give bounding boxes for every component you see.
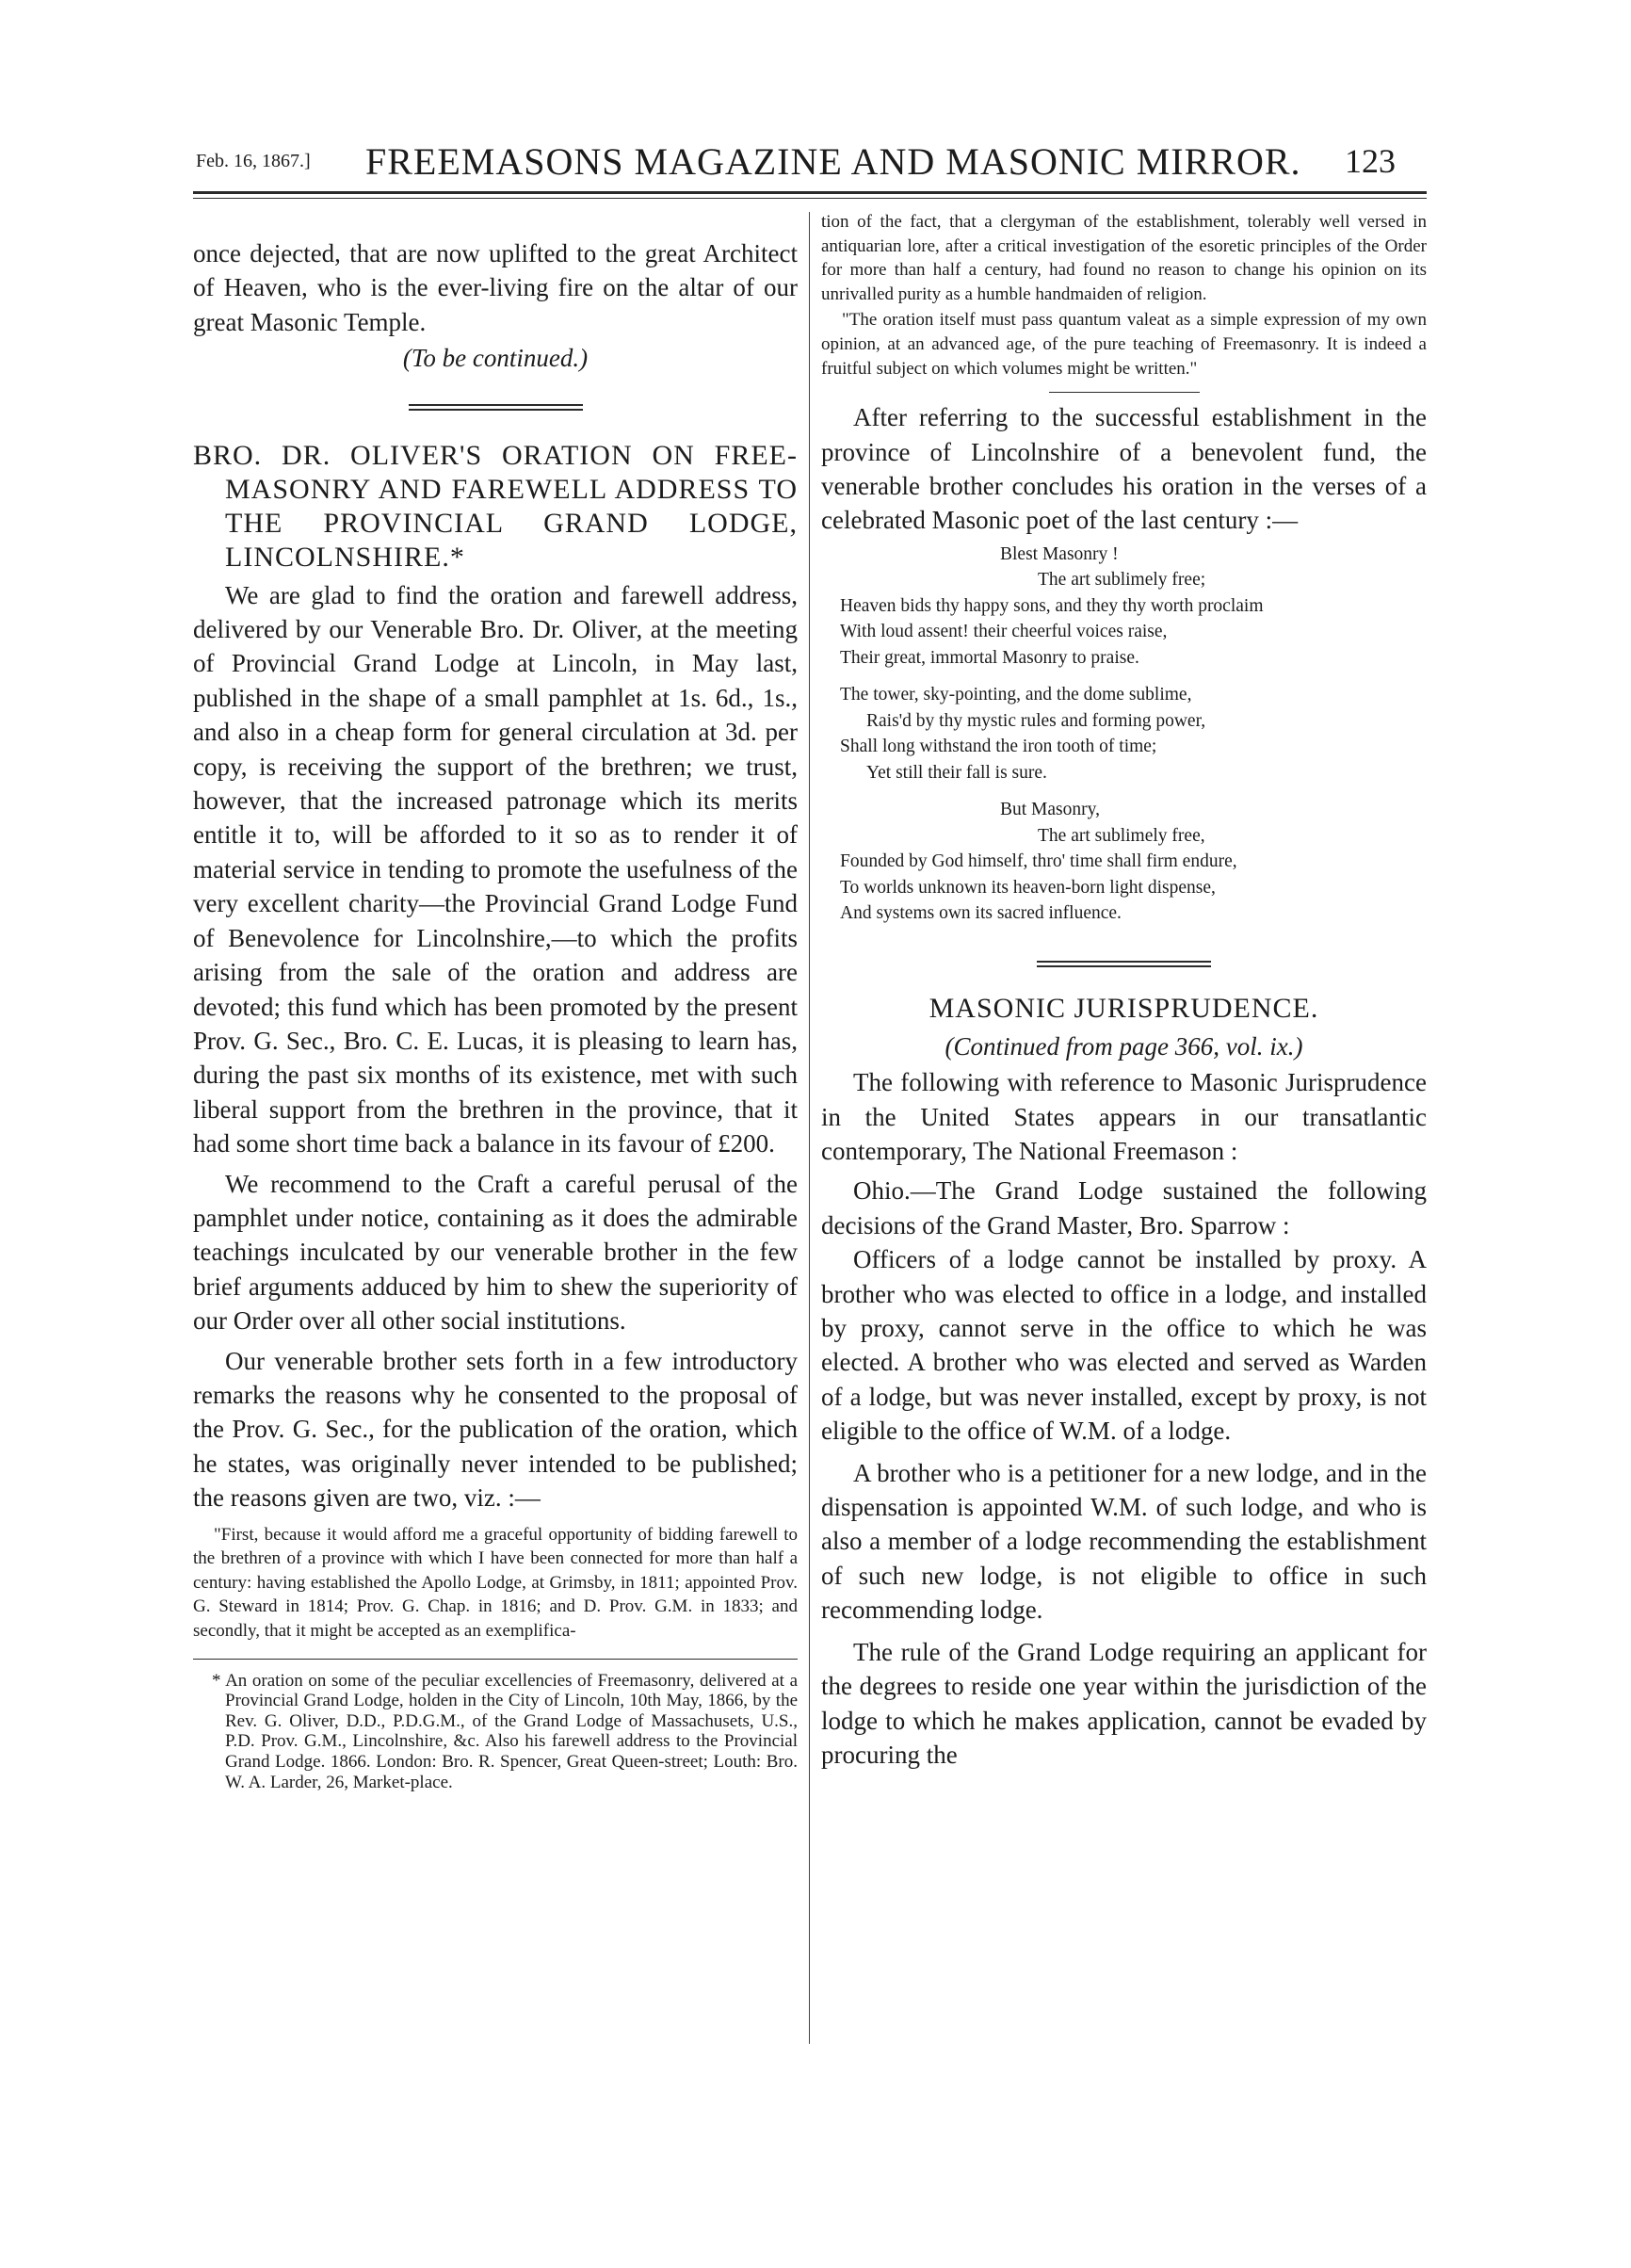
article-paragraph: We are glad to find the oration and farewell address, delivered by our Venerable Bro. Dr. Oliver, at the meeting of Provincial Grand Lodge at Lincoln, in May last, published in the shape of a small pamphlet at 1s. 6d., 1s., and also in a cheap form for general circulation at 3d. per copy, is receiving the support of the brethren; we trust, however, that the increased patronage which its merits entitle it to, will be afforded to it so as to render it of material service in tending to promote the usefulness of the very excellent charity—the Provincial Grand Lodge Fund of Benevolence for Lincolnshire,—to which the profits arising from the sale of the oration and address are devoted; this fund which has been promoted by the present Prov. G. Sec., Bro. C. E. Lucas, it is pleasing to learn has, during the past six months of its existence, met with such liberal support from the brethren in the province, that it had some short time back a balance in its favour of £200. (193, 580, 798, 1158)
to-be-continued: (To be continued.) (402, 344, 589, 373)
poem-line: Their great, immortal Masonry to praise. (840, 647, 1139, 668)
header-rule-thin (193, 198, 1427, 199)
article-paragraph: Officers of a lodge cannot be installed by proxy. A brother who was elected to office in a lodge, and installed by proxy, cannot serve in the office to which he was elected. A brother who was elected and served as Warden of a lodge, but was never installed, except by proxy, is not eligible to the office of W.M. of a lodge. (821, 1245, 1427, 1446)
section-separator (1037, 961, 1211, 967)
poem-line: And systems own its sacred influence. (840, 903, 1122, 924)
article-paragraph: Ohio.—The Grand Lodge sustained the following decisions of the Grand Master, Bro. Sparrow : (821, 1176, 1427, 1239)
article-paragraph: After referring to the successful establishment in the province of Lincolnshire of a benevolent fund, the venerable brother concludes his oration in the verses of a celebrated Masonic poet of the last century :— (821, 403, 1427, 535)
poem-line: To worlds unknown its heaven-born light dispense, (840, 877, 1216, 898)
short-rule (1049, 392, 1200, 393)
poem-line: The art sublimely free, (1038, 825, 1205, 846)
section-separator (409, 404, 583, 411)
poem-line: Yet still their fall is sure. (866, 762, 1047, 783)
right-column (821, 202, 1427, 1772)
poem-line: Rais'd by thy mystic rules and forming power, (866, 710, 1206, 731)
poem (821, 542, 1427, 927)
column-divider (809, 212, 810, 2044)
footnote-rule (193, 1659, 798, 1660)
section-subtitle: (Continued from page 366, vol. ix.) (945, 1031, 1303, 1061)
footnote: * An oration on some of the peculiar excellencies of Freemasonry, delivered at a Provincial Grand Lodge, holden in the City of Lincoln, 10th May, 1866, by the Rev. G. Oliver, D.D., P.D.G.M., of the Grand Lodge of Massachusets, U.S., P.D. Prov. G.M., Lincolnshire, &c. Also his farewell address to the Provincial Grand Lodge. 1866. London: Bro. R. Spencer, Great Queen-street; Louth: Bro. W. A. Larder, 26, Market-place. (212, 1670, 798, 1792)
article-title: BRO. DR. OLIVER'S ORATION ON FREE-MASONRY AND FAREWELL ADDRESS TO THE PROVINCIAL GRAND LODGE, LINCOLNSHIRE.* (193, 439, 798, 573)
poem-line: The art sublimely free; (1038, 570, 1206, 591)
left-column (193, 202, 798, 1792)
poem-line: With loud assent! their cheerful voices raise, (840, 622, 1168, 642)
page-number: 123 (1345, 142, 1396, 180)
section-title: MASONIC JURISPRUDENCE. (929, 992, 1319, 1024)
poem-line: Founded by God himself, thro' time shall firm endure, (840, 851, 1237, 872)
continued-paragraph: once dejected, that are now uplifted to the great Architect of Heaven, who is the ever-living fire on the altar of our great Masonic Temple. (193, 239, 798, 336)
poem-line: The tower, sky-pointing, and the dome sublime, (840, 685, 1192, 705)
article-paragraph: A brother who is a petitioner for a new lodge, and in the dispensation is appointed W.M. of such lodge, and who is also a member of a lodge recommending the establishment of such new lodge, is not eligible to office in such recommending lodge. (821, 1458, 1427, 1625)
header-title: FREEMASONS MAGAZINE AND MASONIC MIRROR. (365, 140, 1301, 183)
block-quote: "The oration itself must pass quantum valeat as a simple expression of my own opinion, at an advanced age, of the pure teaching of Freemasonry. It is indeed a fruitful subject on which volumes might be written." (821, 310, 1427, 379)
article-paragraph: The rule of the Grand Lodge requiring an applicant for the degrees to reside one year within the jurisdiction of the lodge to which he makes application, cannot be evaded by procuring the (821, 1637, 1427, 1769)
article-paragraph: The following with reference to Masonic Jurisprudence in the United States appears in our transatlantic contemporary, The National Freemason : (821, 1068, 1427, 1165)
article-paragraph: Our venerable brother sets forth in a few introductory remarks the reasons why he consented to the proposal of the Prov. G. Sec., for the publication of the oration, which he states, was originally never intended to be published; the reasons given are two, viz. :— (193, 1346, 798, 1513)
block-quote-continued: tion of the fact, that a clergyman of the establishment, tolerably well versed in antiquarian lore, after a critical investigation of the esoretic principles of the Order for more than half a century, had found no reason to change his opinion on its unrivalled purity as a humble handmaiden of religion. (821, 212, 1427, 304)
block-quote: "First, because it would afford me a graceful opportunity of bidding farewell to the brethren of a province with which I have been connected for more than half a century: having established the Apollo Lodge, at Grimsby, in 1811; appointed Prov. G. Steward in 1814; Prov. G. Chap. in 1816; and D. Prov. G.M. in 1833; and secondly, that it might be accepted as an exemplifica- (193, 1524, 798, 1641)
poem-line: Blest Masonry ! (1000, 543, 1119, 564)
poem-line: Heaven bids thy happy sons, and they thy worth proclaim (840, 595, 1264, 616)
poem-line: Shall long withstand the iron tooth of time; (840, 737, 1157, 757)
article-paragraph: We recommend to the Craft a careful perusal of the pamphlet under notice, containing as it does the admirable teachings inculcated by our venerable brother in the few brief arguments adduced by him to shew the superiority of our Order over all other social institutions. (193, 1169, 798, 1336)
header-date: Feb. 16, 1867.] (196, 151, 311, 171)
poem-line: But Masonry, (1000, 800, 1100, 820)
header-rule (193, 191, 1427, 194)
